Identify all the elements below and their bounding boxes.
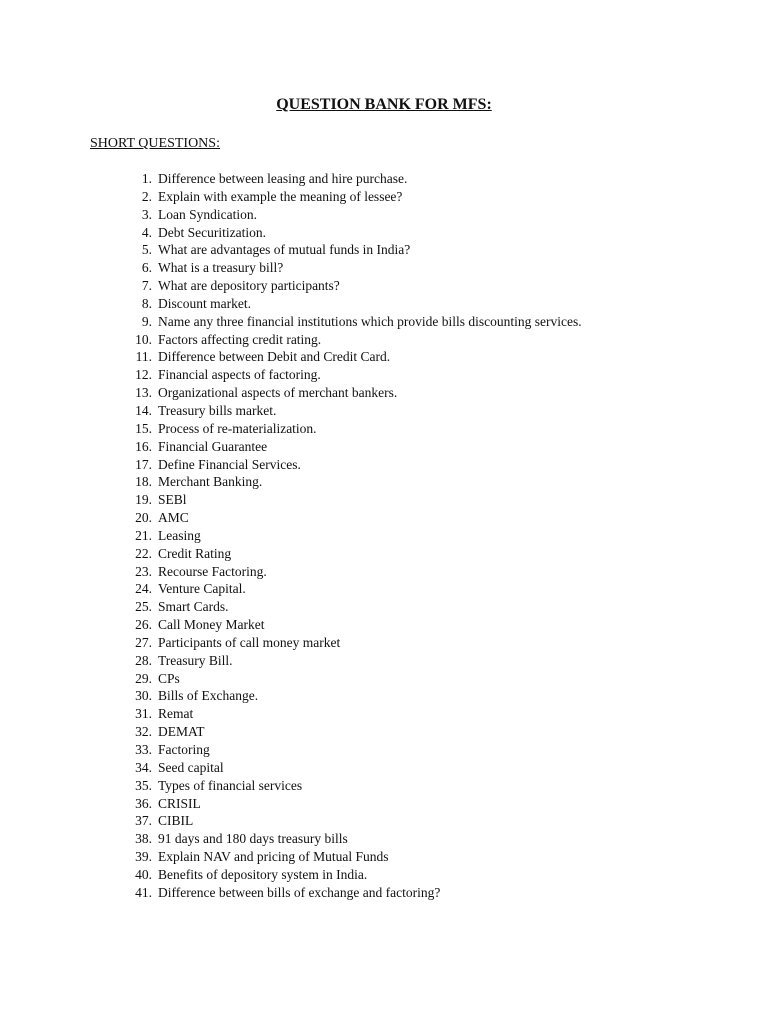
question-item	[0, 206, 598, 224]
question-number: 26.	[135, 617, 152, 633]
question-item	[0, 295, 598, 313]
question-number: 37.	[135, 813, 152, 829]
question-text: Discount market.	[158, 295, 251, 311]
question-item	[0, 241, 598, 259]
question-text: Benefits of depository system in India.	[158, 866, 368, 882]
question-number: 1.	[141, 171, 152, 186]
question-item	[0, 384, 598, 402]
question-item	[0, 848, 598, 866]
question-number: 3.	[141, 206, 152, 222]
question-text: CIBIL	[158, 813, 194, 829]
question-text: SEBl	[158, 492, 187, 508]
question-number: 10.	[135, 331, 152, 347]
question-number: 20.	[135, 510, 152, 526]
question-item	[0, 866, 598, 884]
question-text: Organizational aspects of merchant bankers.	[158, 385, 398, 401]
question-text: Define Financial Services.	[158, 456, 301, 472]
question-number: 25.	[135, 599, 152, 615]
question-item	[0, 670, 598, 688]
question-number: 16.	[135, 438, 152, 454]
question-text: Treasury bills market.	[158, 402, 277, 418]
question-text: Seed capital	[158, 759, 224, 775]
question-number: 39.	[135, 849, 152, 865]
question-text: What are depository participants?	[158, 278, 340, 294]
question-text: Factoring	[158, 742, 210, 757]
question-text: Explain NAV and pricing of Mutual Funds	[158, 849, 389, 865]
question-text: Recourse Factoring.	[158, 563, 267, 579]
question-number: 33.	[135, 742, 152, 757]
question-item	[0, 331, 598, 349]
question-text: DEMAT	[158, 724, 205, 740]
question-text: CPs	[158, 670, 180, 686]
question-text: Loan Syndication.	[158, 206, 257, 222]
question-number: 40.	[135, 866, 152, 882]
question-number: 15.	[135, 420, 152, 436]
question-number: 32.	[135, 724, 152, 740]
question-number: 24.	[135, 581, 152, 597]
question-list	[0, 170, 768, 902]
question-item	[0, 188, 598, 206]
question-number: 30.	[135, 688, 152, 704]
question-item	[0, 473, 598, 491]
question-text: AMC	[158, 510, 189, 526]
question-number: 23.	[135, 563, 152, 579]
question-text: What is a treasury bill?	[158, 260, 284, 276]
question-number: 34.	[135, 759, 152, 775]
question-number: 27.	[135, 634, 152, 650]
question-text: 91 days and 180 days treasury bills	[158, 831, 348, 847]
question-text: Venture Capital.	[158, 581, 246, 597]
question-number: 28.	[135, 652, 152, 668]
question-text: Types of financial services	[158, 777, 303, 793]
question-item	[0, 652, 598, 670]
question-text: Debt Securitization.	[158, 224, 266, 240]
question-text: What are advantages of mutual funds in India?	[158, 242, 411, 258]
question-text: Financial Guarantee	[158, 438, 268, 454]
question-number: 8.	[141, 295, 152, 311]
question-text: Merchant Banking.	[158, 474, 263, 490]
question-number: 14.	[135, 402, 152, 418]
question-item	[0, 456, 598, 474]
question-text: Difference between Debit and Credit Card.	[158, 349, 391, 365]
question-item	[0, 224, 598, 242]
question-text: Bills of Exchange.	[158, 688, 259, 704]
question-text: Credit Rating	[158, 545, 232, 561]
question-text: Name any three financial institutions which provide bills discounting services.	[158, 313, 582, 329]
question-item	[0, 759, 598, 777]
question-item	[0, 545, 598, 563]
question-item	[0, 438, 598, 456]
question-item	[0, 509, 598, 527]
question-text: Difference between bills of exchange and factoring?	[158, 884, 441, 900]
question-item	[0, 366, 598, 384]
question-number: 2.	[141, 188, 152, 204]
question-text: Remat	[158, 706, 194, 722]
question-item	[0, 705, 598, 723]
question-number: 7.	[141, 278, 152, 294]
section-heading: SHORT QUESTIONS:	[90, 136, 220, 151]
question-number: 36.	[135, 795, 152, 811]
question-number: 13.	[135, 385, 152, 401]
question-number: 21.	[135, 527, 152, 543]
question-item	[0, 723, 598, 741]
question-item	[0, 777, 598, 795]
question-item	[0, 812, 598, 830]
question-item	[0, 830, 598, 848]
question-number: 5.	[141, 242, 152, 258]
question-number: 29.	[135, 670, 152, 686]
question-item	[0, 527, 598, 545]
question-number: 31.	[135, 706, 152, 722]
question-text: Participants of call money market	[158, 634, 341, 650]
question-item	[0, 616, 598, 634]
question-number: 35.	[135, 777, 152, 793]
question-text: Process of re-materialization.	[158, 420, 317, 436]
document-title: QUESTION BANK FOR MFS:	[276, 96, 492, 113]
question-number: 38.	[135, 831, 152, 847]
question-number: 9.	[141, 313, 152, 329]
question-item	[0, 491, 598, 509]
question-text: Difference between leasing and hire purchase.	[158, 171, 408, 186]
question-number: 12.	[135, 367, 152, 383]
question-text: Explain with example the meaning of lessee?	[158, 188, 403, 204]
question-item	[0, 348, 598, 366]
question-item	[0, 313, 598, 331]
question-text: Smart Cards.	[158, 599, 229, 615]
question-item	[0, 402, 598, 420]
question-item	[0, 420, 598, 438]
question-text: Financial aspects of factoring.	[158, 367, 321, 383]
question-text: Leasing	[158, 527, 201, 543]
question-item	[0, 795, 598, 813]
question-number: 17.	[135, 456, 152, 472]
question-number: 22.	[135, 545, 152, 561]
question-number: 4.	[141, 224, 152, 240]
question-item	[0, 170, 598, 188]
question-item	[0, 259, 598, 277]
question-item	[0, 741, 598, 759]
question-text: CRISIL	[158, 795, 201, 811]
question-item	[0, 580, 598, 598]
question-text: Call Money Market	[158, 617, 265, 633]
question-item	[0, 598, 598, 616]
question-item	[0, 277, 598, 295]
question-number: 6.	[141, 260, 152, 276]
question-number: 19.	[135, 492, 152, 508]
question-item	[0, 884, 598, 902]
question-text: Treasury Bill.	[158, 652, 233, 668]
question-item	[0, 634, 598, 652]
question-number: 11.	[135, 349, 152, 365]
question-item	[0, 563, 598, 581]
question-number: 41.	[135, 884, 152, 900]
question-number: 18.	[135, 474, 152, 490]
question-text: Factors affecting credit rating.	[158, 331, 322, 347]
question-item	[0, 687, 598, 705]
